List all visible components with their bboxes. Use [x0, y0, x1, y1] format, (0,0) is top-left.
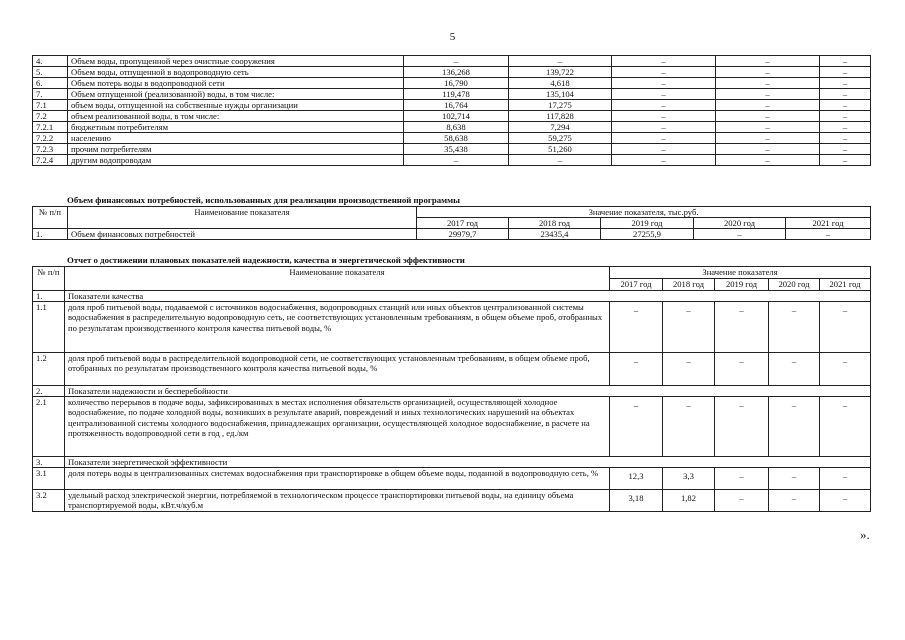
- row-value: –: [715, 490, 769, 512]
- row-number: 5.: [33, 67, 68, 78]
- row-value: –: [820, 122, 871, 133]
- row-value: –: [694, 229, 786, 240]
- row-number: 4.: [33, 56, 68, 67]
- indicators-table-title: Отчет о достижении плановых показателей надежности, качества и энергетической эффективности: [67, 255, 465, 265]
- row-number: 7.2.2: [33, 133, 68, 144]
- section-name: Показатели качества: [65, 291, 871, 302]
- year-header: 2017 год: [610, 279, 663, 291]
- row-value: 8,638: [404, 122, 509, 133]
- row-value: –: [612, 78, 716, 89]
- row-value: 102,714: [404, 111, 509, 122]
- row-value: –: [612, 100, 716, 111]
- table-row: [33, 89, 871, 100]
- row-number: 3.2: [33, 490, 65, 512]
- row-value: –: [820, 155, 871, 166]
- row-name: Объем отпущенной (реализованной) воды, в том числе:: [68, 89, 404, 100]
- table-row: [33, 56, 871, 67]
- row-value: 35,438: [404, 144, 509, 155]
- row-value: –: [786, 229, 871, 240]
- year-header: 2017 год: [417, 218, 509, 229]
- table-row: [33, 302, 871, 353]
- table-row: [33, 353, 871, 386]
- row-name: Объем воды, отпущенной в водопроводную сеть: [68, 67, 404, 78]
- row-value: 117,828: [509, 111, 612, 122]
- row-value: 27255,9: [601, 229, 694, 240]
- row-value: –: [716, 133, 820, 144]
- year-header: 2019 год: [715, 279, 769, 291]
- row-name: объем реализованной воды, в том числе:: [68, 111, 404, 122]
- table-row: [33, 468, 871, 490]
- table-row: [33, 133, 871, 144]
- row-value: 119,478: [404, 89, 509, 100]
- row-name: Объем воды, пропущенной через очистные сооружения: [68, 56, 404, 67]
- row-value: –: [820, 468, 871, 490]
- row-value: –: [820, 302, 871, 353]
- row-value: –: [404, 56, 509, 67]
- row-value: –: [612, 144, 716, 155]
- row-number: 3.1: [33, 468, 65, 490]
- row-value: –: [663, 353, 715, 386]
- table-row: [33, 397, 871, 457]
- row-value: –: [610, 353, 663, 386]
- row-value: –: [663, 397, 715, 457]
- row-name: количество перерывов в подаче воды, зафиксированных в местах исполнения обязательств организацией, осуществляющей холодное водоснабжение, по подаче холодной воды, возникших в результате аварий, повреждений и иных технологических нарушений на объектах централизованной системы холодного водоснабжения, принадлежащих организации, осуществляющей холодное водоснабжение, в расчете на протяженность водопроводной сети в год , ед./км: [65, 397, 610, 457]
- row-number: 7.2.1: [33, 122, 68, 133]
- row-value: –: [716, 56, 820, 67]
- row-number: 7.2.3: [33, 144, 68, 155]
- row-value: 16,764: [404, 100, 509, 111]
- row-name: другим водопроводам: [68, 155, 404, 166]
- year-header: 2019 год: [601, 218, 694, 229]
- row-value: 1,82: [663, 490, 715, 512]
- row-value: –: [612, 133, 716, 144]
- row-value: –: [716, 111, 820, 122]
- financial-needs-table: [32, 206, 871, 240]
- row-value: 12,3: [610, 468, 663, 490]
- row-number: 6.: [33, 78, 68, 89]
- row-value: –: [612, 67, 716, 78]
- row-value: –: [612, 56, 716, 67]
- row-name: прочим потребителям: [68, 144, 404, 155]
- row-value: –: [820, 490, 871, 512]
- year-header: 2018 год: [509, 218, 601, 229]
- row-number: 1.: [33, 291, 65, 302]
- row-value: –: [820, 397, 871, 457]
- row-name: доля проб питьевой воды, подаваемой с источников водоснабжения, водопроводных станций или иных объектов централизованной системы водоснабжения в распределительную водопроводную сеть, не соответствующих установленным требованиям, в общем объеме проб, отобранных по результатам производственного контроля качества питьевой воды, %: [65, 302, 610, 353]
- row-value: –: [769, 302, 820, 353]
- row-value: –: [820, 111, 871, 122]
- table-row: [33, 490, 871, 512]
- year-header: 2020 год: [694, 218, 786, 229]
- row-value: –: [612, 89, 716, 100]
- row-value: –: [509, 56, 612, 67]
- row-value: –: [663, 302, 715, 353]
- row-number: 7.1: [33, 100, 68, 111]
- row-value: –: [820, 56, 871, 67]
- header-name: Наименование показателя: [65, 267, 610, 291]
- row-value: –: [820, 144, 871, 155]
- row-value: –: [612, 122, 716, 133]
- row-number: 1.: [33, 229, 68, 240]
- row-value: –: [715, 302, 769, 353]
- section-name: Показатели надежности и бесперебойности: [65, 386, 871, 397]
- row-value: –: [715, 468, 769, 490]
- row-value: –: [716, 122, 820, 133]
- row-value: 16,790: [404, 78, 509, 89]
- year-header: 2020 год: [769, 279, 820, 291]
- row-number: 7.2: [33, 111, 68, 122]
- row-value: 136,268: [404, 67, 509, 78]
- table-row: [33, 144, 871, 155]
- header-no: № п/п: [33, 207, 68, 229]
- table-row: [33, 100, 871, 111]
- section-row: [33, 291, 871, 302]
- row-number: 3.: [33, 457, 65, 468]
- row-value: –: [715, 353, 769, 386]
- row-name: Объем финансовых потребностей: [68, 229, 417, 240]
- row-name: населению: [68, 133, 404, 144]
- table-row: [33, 78, 871, 89]
- row-name: бюджетным потребителям: [68, 122, 404, 133]
- header-name: Наименование показателя: [68, 207, 417, 229]
- row-value: –: [769, 468, 820, 490]
- header-no: № п/п: [33, 267, 65, 291]
- table-row: [33, 155, 871, 166]
- row-value: –: [716, 100, 820, 111]
- row-value: 51,260: [509, 144, 612, 155]
- indicators-table: [32, 266, 871, 512]
- row-value: –: [820, 353, 871, 386]
- row-value: –: [820, 89, 871, 100]
- section-name: Показатели энергетической эффективности: [65, 457, 871, 468]
- row-number: 2.: [33, 386, 65, 397]
- row-name: Объем потерь воды в водопроводной сети: [68, 78, 404, 89]
- row-name: удельный расход электрической энергии, потребляемой в технологическом процессе транспортировки питьевой воды, на единицу объема транспортируемой воды, кВт.ч/куб.м: [65, 490, 610, 512]
- header-value: Значение показателя, тыс.руб.: [417, 207, 871, 218]
- row-value: –: [820, 67, 871, 78]
- section-row: [33, 386, 871, 397]
- row-number: 1.2: [33, 353, 65, 386]
- section-row: [33, 457, 871, 468]
- row-value: 139,722: [509, 67, 612, 78]
- page-number: 5: [449, 31, 456, 43]
- row-value: 4,618: [509, 78, 612, 89]
- row-value: –: [716, 89, 820, 100]
- row-name: доля проб питьевой воды в распределительной водопроводной сети, не соответствующих установленным требованиям, в общем объеме проб, отобранных по результатам производственного контроля качества питьевой воды, %: [65, 353, 610, 386]
- row-value: –: [404, 155, 509, 166]
- row-value: –: [716, 155, 820, 166]
- closing-quote: ».: [860, 527, 870, 542]
- row-value: –: [769, 490, 820, 512]
- row-number: 7.2.4: [33, 155, 68, 166]
- row-value: 7,294: [509, 122, 612, 133]
- row-value: –: [612, 111, 716, 122]
- row-value: 58,638: [404, 133, 509, 144]
- table-row: [33, 67, 871, 78]
- financial-table-title: Объем финансовых потребностей, использованных для реализации производственной программы: [67, 195, 460, 205]
- row-value: 29979,7: [417, 229, 509, 240]
- row-value: 3,3: [663, 468, 715, 490]
- row-value: –: [610, 397, 663, 457]
- row-value: –: [716, 67, 820, 78]
- row-value: –: [769, 397, 820, 457]
- row-value: 59,275: [509, 133, 612, 144]
- row-value: 23435,4: [509, 229, 601, 240]
- row-value: –: [820, 100, 871, 111]
- row-name: доля потерь воды в централизованных системах водоснабжения при транспортировке в общем объеме воды, поданной в водопроводную сеть, %: [65, 468, 610, 490]
- row-value: 135,104: [509, 89, 612, 100]
- row-value: –: [769, 353, 820, 386]
- table-row: [33, 122, 871, 133]
- row-number: 1.1: [33, 302, 65, 353]
- row-value: 3,18: [610, 490, 663, 512]
- table-row: [33, 229, 871, 240]
- table-row: [33, 111, 871, 122]
- row-value: –: [610, 302, 663, 353]
- year-header: 2018 год: [663, 279, 715, 291]
- row-value: 17,275: [509, 100, 612, 111]
- year-header: 2021 год: [786, 218, 871, 229]
- header-value: Значение показателя: [610, 267, 871, 279]
- row-value: –: [612, 155, 716, 166]
- row-value: –: [509, 155, 612, 166]
- water-volume-table: [32, 55, 871, 166]
- row-value: –: [820, 78, 871, 89]
- row-value: –: [820, 133, 871, 144]
- row-number: 7.: [33, 89, 68, 100]
- row-number: 2.1: [33, 397, 65, 457]
- year-header: 2021 год: [820, 279, 871, 291]
- row-value: –: [715, 397, 769, 457]
- row-value: –: [716, 144, 820, 155]
- row-name: объем воды, отпущенной на собственные нужды организации: [68, 100, 404, 111]
- row-value: –: [716, 78, 820, 89]
